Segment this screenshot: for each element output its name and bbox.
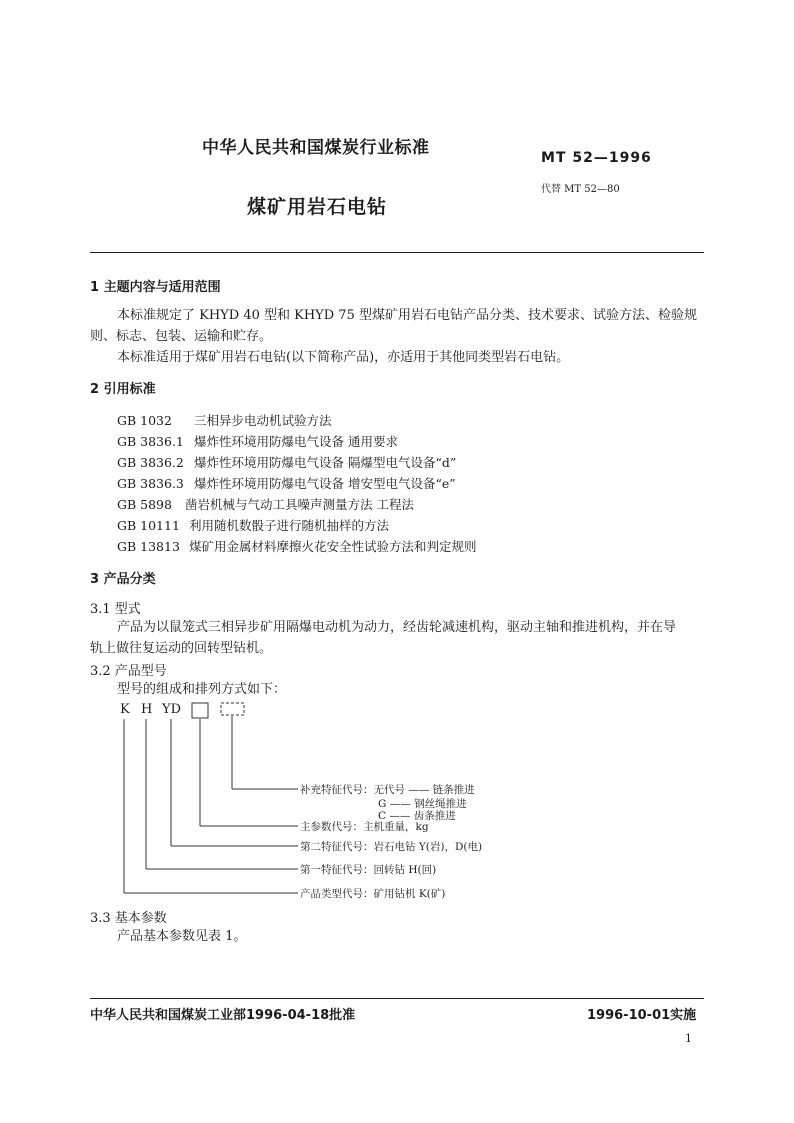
label-product-type: 产品类型代号：矿用钻机 K(矿) [300,888,446,900]
section-3-1-line2: 轨上做往复运动的回转型钻机。 [90,641,273,656]
label-supplement-c: C —— 齿条推进 [378,810,456,822]
label-main-param: 主参数代号：主机重量，kg [300,821,429,833]
letter-h: H [141,702,153,717]
section-2-heading: 2 引用标准 [90,382,156,397]
ref-code: GB 3836.3 [117,476,184,491]
letter-yd: YD [162,702,182,717]
ref-title: 爆炸性环境用防爆电气设备 通用要求 [194,434,398,449]
document-title: 煤矿用岩石电钻 [247,196,388,218]
section-3-2-intro: 型号的组成和排列方式如下： [117,682,287,697]
section-1-heading: 1 主题内容与适用范围 [90,280,221,295]
page-number: 1 [685,1032,692,1045]
main-param-box [192,703,208,718]
ref-title: 凿岩机械与气动工具噪声测量方法 工程法 [185,497,414,512]
ref-title: 爆炸性环境用防爆电气设备 隔爆型电气设备“d” [194,455,457,470]
ref-code: GB 3836.2 [117,455,184,470]
section-3-1-line1: 产品为以鼠笼式三相异步矿用隔爆电动机为动力，经齿轮减速机构，驱动主轴和推进机构，并在导 [117,620,677,635]
section-3-heading: 3 产品分类 [90,572,156,587]
section-1-para2: 本标准适用于煤矿用岩石电钻(以下简称产品)，亦适用于其他同类型岩石电钻。 [117,350,570,365]
standard-body: 中华人民共和国煤炭行业标准 [202,138,430,158]
standard-code: MT 52—1996 [541,150,652,166]
supplement-box [221,703,244,715]
label-supplement: 补充特征代号：无代号 —— 链条推进 [300,784,475,796]
ref-code: GB 13813 [117,539,180,554]
ref-title: 煤矿用金属材料摩擦火花安全性试验方法和判定规则 [189,539,477,554]
section-3-1-heading: 3.1 型式 [90,602,141,617]
ref-code: GB 5898 [117,497,172,512]
ref-title: 利用随机数骰子进行随机抽样的方法 [189,518,390,533]
section-3-3-heading: 3.3 基本参数 [90,911,167,926]
label-second-feature: 第二特征代号：岩石电钻 Y(岩)，D(电) [300,841,483,853]
ref-title: 三相异步电动机试验方法 [194,413,332,428]
ref-code: GB 3836.1 [117,434,184,449]
label-supplement-g: G —— 钢丝绳推进 [378,798,467,810]
ref-code: GB 10111 [117,518,180,533]
letter-k: K [120,702,130,717]
implementation-date: 1996-10-01实施 [587,1008,697,1023]
approval-note: 中华人民共和国煤炭工业部1996-04-18批准 [90,1008,356,1023]
ref-title: 爆炸性环境用防爆电气设备 增安型电气设备“e” [194,476,456,491]
section-1-para1-line2: 则、标志、包装、运输和贮存。 [90,329,273,344]
ref-code: GB 1032 [117,413,172,428]
section-3-3-text: 产品基本参数见表 1。 [117,929,247,944]
footer-rule [90,998,704,999]
section-1-para1-line1: 本标准规定了 KHYD 40 型和 KHYD 75 型煤矿用岩石电钻产品分类、技术要求、试验方法、检验规 [117,308,697,323]
label-first-feature: 第一特征代号：回转钻 H(回) [300,864,437,876]
replaces-note: 代替 MT 52—80 [541,184,620,195]
section-3-2-heading: 3.2 产品型号 [90,664,167,679]
